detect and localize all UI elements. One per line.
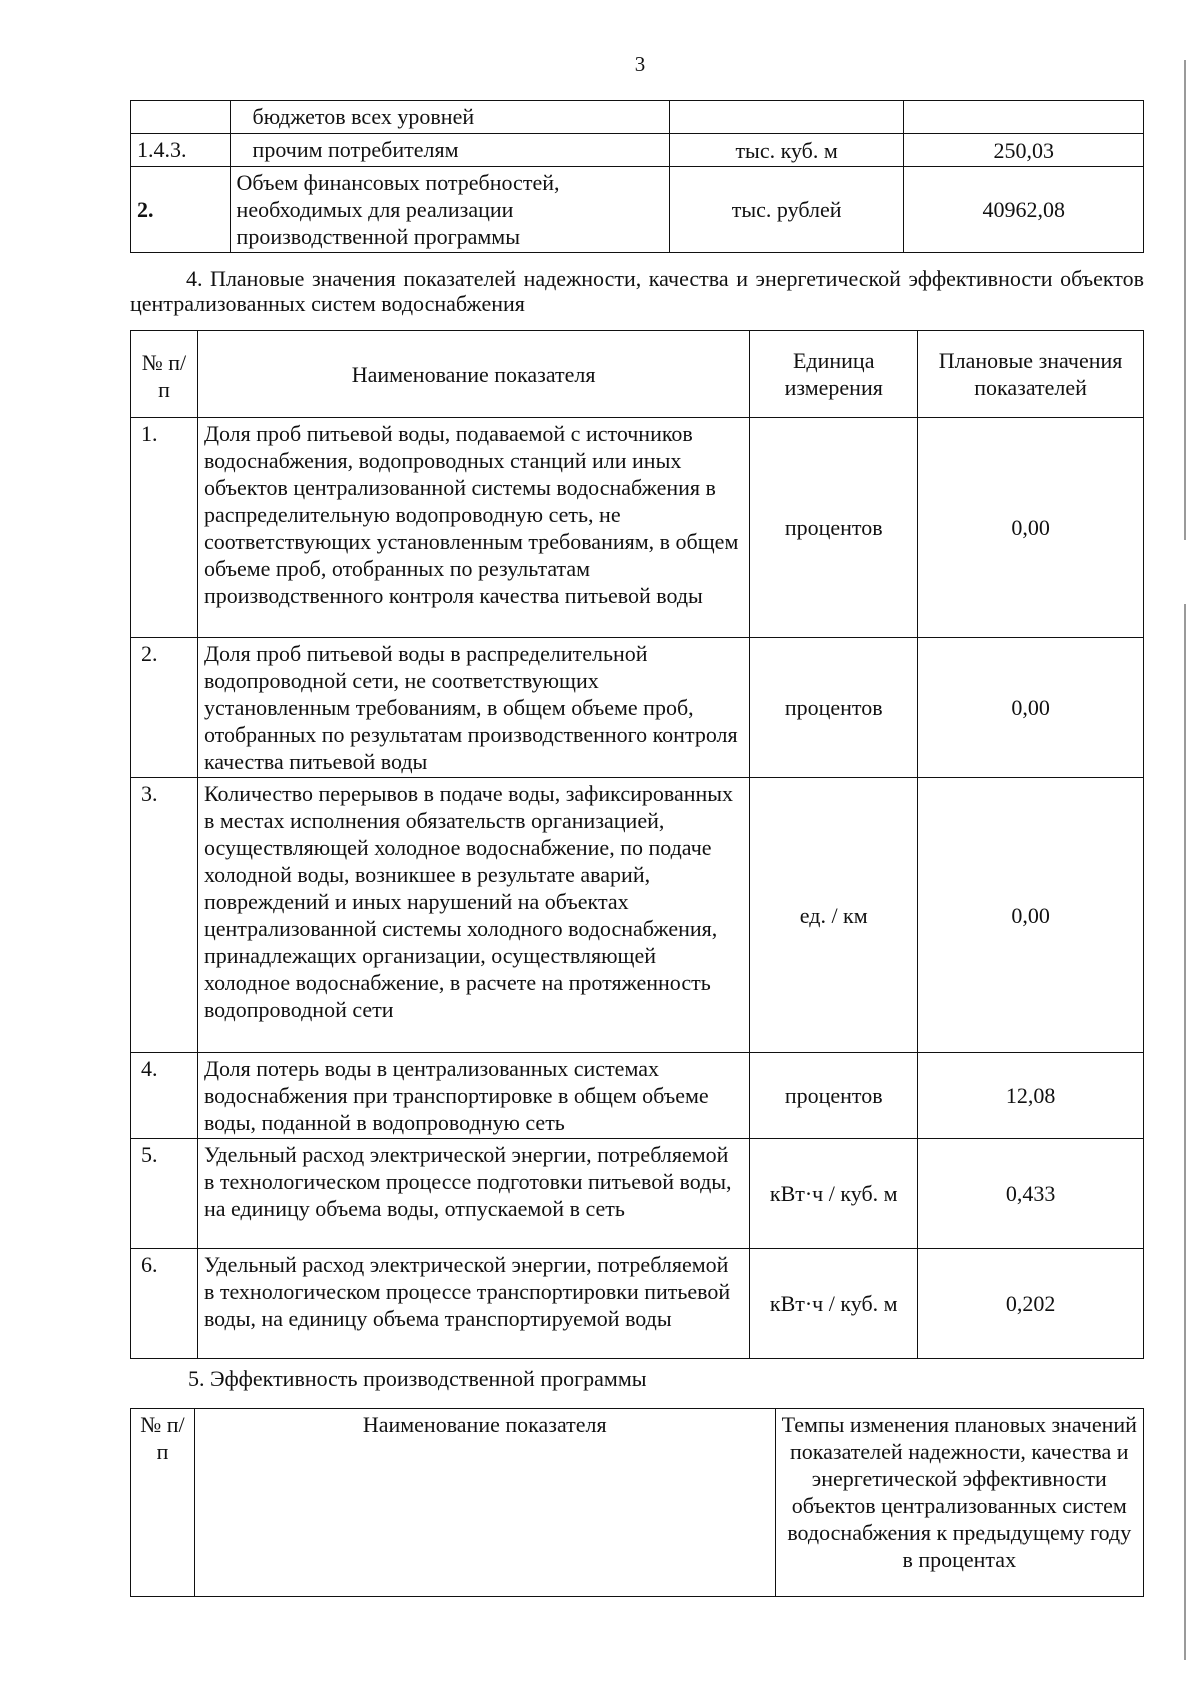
row-name: Удельный расход электрической энергии, потребляемой в технологическом процессе транспортировки питьевой воды, на единицу объема транспортируемой воды: [197, 1249, 749, 1359]
row-name: прочим потребителям: [230, 134, 669, 167]
table-row: [131, 134, 1144, 167]
table-row: [131, 418, 1144, 638]
table-row: [131, 778, 1144, 1053]
table-row: [131, 1139, 1144, 1249]
row-name: Доля проб питьевой воды, подаваемой с источников водоснабжения, водопроводных станций или иных объектов централизованной системы водоснабжения в распределительную водопроводную сеть, не соответствующих установленным требованиям, в общем объеме проб, отобранных по результатам производственного контроля качества питьевой воды: [197, 418, 749, 638]
table-header-row: [131, 1409, 1144, 1597]
row-value: [904, 101, 1144, 134]
row-unit: процентов: [750, 418, 918, 638]
row-number: 6.: [131, 1249, 198, 1359]
column-header-name: Наименование показателя: [194, 1409, 775, 1597]
efficiency-table: [130, 1408, 1144, 1597]
indicators-table: [130, 330, 1144, 1359]
row-value: 0,00: [918, 778, 1144, 1053]
row-value: 250,03: [904, 134, 1144, 167]
row-unit: ед. / км: [750, 778, 918, 1053]
row-unit: кВт·ч / куб. м: [750, 1249, 918, 1359]
row-number: [131, 101, 231, 134]
row-unit: тыс. куб. м: [669, 134, 904, 167]
table-row: [131, 1249, 1144, 1359]
column-header-name: Наименование показателя: [197, 331, 749, 418]
row-name: бюджетов всех уровней: [230, 101, 669, 134]
row-name: Объем финансовых потребностей, необходимых для реализации производственной программы: [230, 167, 669, 253]
row-value: 40962,08: [904, 167, 1144, 253]
column-header-number: № п/п: [131, 1409, 195, 1597]
row-unit: процентов: [750, 1053, 918, 1139]
row-number: 5.: [131, 1139, 198, 1249]
row-unit: [669, 101, 904, 134]
section-heading: 5. Эффективность производственной программы: [188, 1366, 647, 1391]
row-unit: кВт·ч / куб. м: [750, 1139, 918, 1249]
row-unit: процентов: [750, 638, 918, 778]
column-header-unit: Единица измерения: [750, 331, 918, 418]
row-unit: тыс. рублей: [669, 167, 904, 253]
table-header-row: [131, 331, 1144, 418]
row-number: 1.4.3.: [131, 134, 231, 167]
row-value: 0,00: [918, 638, 1144, 778]
table-row: [131, 101, 1144, 134]
row-number: 2.: [131, 638, 198, 778]
table-row: [131, 638, 1144, 778]
table-row: [131, 167, 1144, 253]
row-value: 0,433: [918, 1139, 1144, 1249]
row-value: 0,202: [918, 1249, 1144, 1359]
row-name: Количество перерывов в подаче воды, зафиксированных в местах исполнения обязательств организацией, осуществляющей холодное водоснабжение, по подаче холодной воды, возникшее в результате аварий, повреждений и иных нарушений на объектах централизованной системы холодного водоснабжения, принадлежащих организации, осуществляющей холодное водоснабжение, в расчете на протяженность водопроводной сети: [197, 778, 749, 1053]
scan-edge-line: [1184, 60, 1186, 1660]
row-value: 0,00: [918, 418, 1144, 638]
section-heading-text: 4. Плановые значения показателей надежности, качества и энергетической эффективности объектов централизованных систем водоснабжения: [130, 266, 1144, 316]
row-number: 2.: [131, 167, 231, 253]
row-name: Удельный расход электрической энергии, потребляемой в технологическом процессе подготовки питьевой воды, на единицу объема воды, отпускаемой в сеть: [197, 1139, 749, 1249]
row-name: Доля потерь воды в централизованных системах водоснабжения при транспортировке в общем объеме воды, поданной в водопроводную сеть: [197, 1053, 749, 1139]
page-number: 3: [634, 52, 646, 76]
row-value: 12,08: [918, 1053, 1144, 1139]
column-header-rate: Темпы изменения плановых значений показателей надежности, качества и энергетической эффективности объектов централизованных систем водоснабжения к предыдущему году в процентах: [775, 1409, 1143, 1597]
row-number: 4.: [131, 1053, 198, 1139]
row-number: 3.: [131, 778, 198, 1053]
column-header-value: Плановые значения показателей: [918, 331, 1144, 418]
production-program-table: [130, 100, 1144, 253]
row-number: 1.: [131, 418, 198, 638]
column-header-number: № п/п: [131, 331, 198, 418]
table-row: [131, 1053, 1144, 1139]
row-name: Доля проб питьевой воды в распределительной водопроводной сети, не соответствующих установленным требованиям, в общем объеме проб, отобранных по результатам производственного контроля качества питьевой воды: [197, 638, 749, 778]
section-heading: [130, 266, 1144, 316]
